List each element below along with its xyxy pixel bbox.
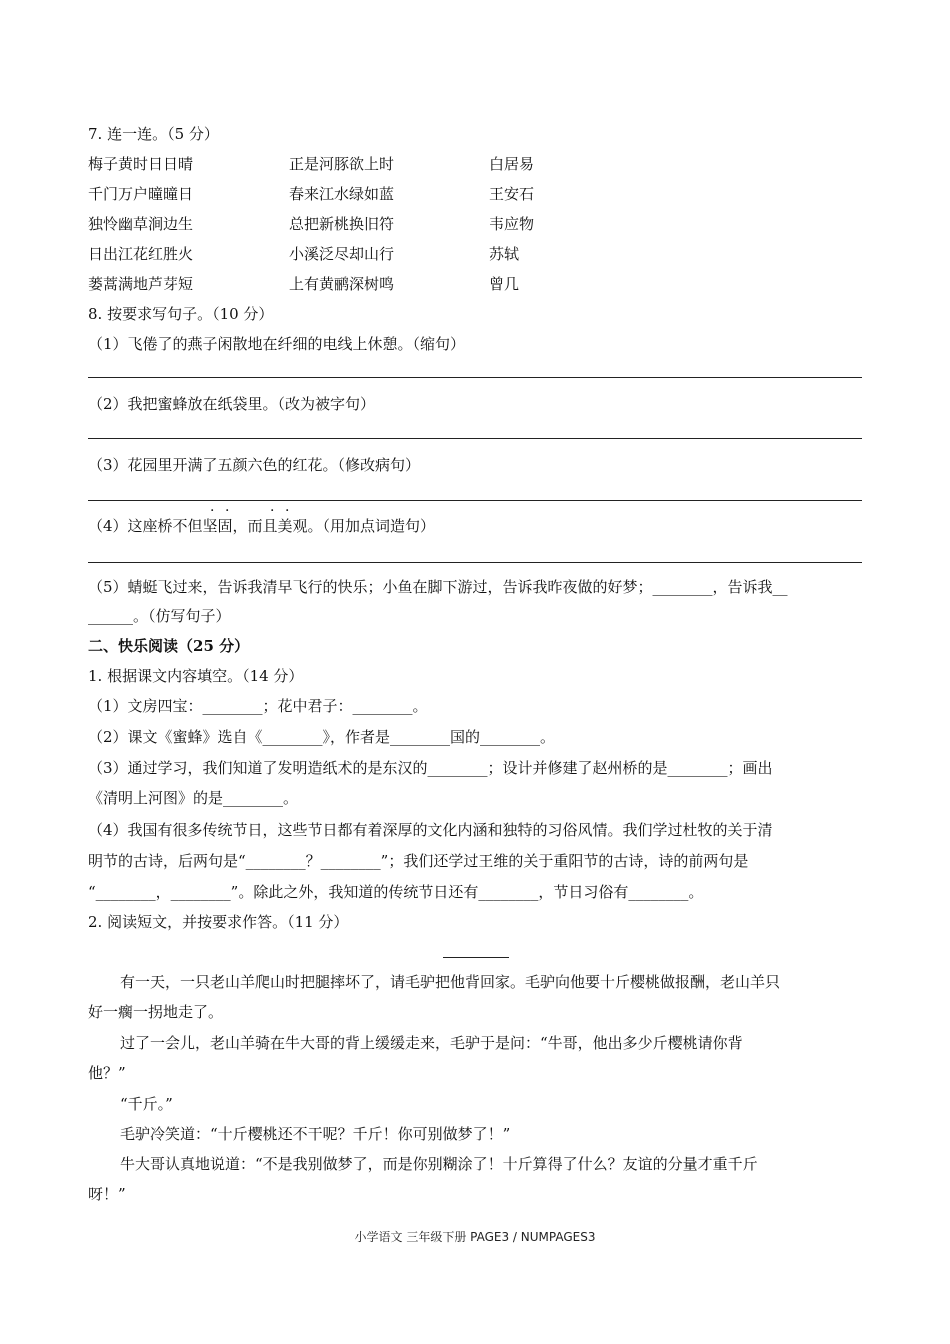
match-row	[0, 244, 950, 264]
match-row	[0, 274, 950, 294]
match-col2: 春来江水绿如蓝	[289, 185, 395, 203]
reading-q1-title: 1. 根据课文内容填空。（14 分）	[88, 667, 304, 685]
match-col2: 上有黄鹂深树鸣	[289, 275, 395, 293]
answer-line[interactable]	[88, 438, 862, 439]
q8-item-5-line2: ______。（仿写句子）	[88, 607, 231, 625]
passage-title-blank[interactable]	[443, 957, 509, 958]
passage-paragraph: 牛大哥认真地说道：“不是我别做梦了，而是你别糊涂了！十斤算得了什么？友谊的分量才重千斤	[120, 1155, 758, 1173]
emphasis-dot: ·	[210, 503, 215, 519]
match-col3: 白居易	[489, 155, 535, 173]
passage-paragraph: 好一瘸一拐地走了。	[88, 1003, 224, 1021]
passage-paragraph: 他？”	[88, 1064, 126, 1082]
q8-item-3: （3）花园里开满了五颜六色的红花。（修改病句）	[88, 456, 421, 474]
match-col1: 独怜幽草涧边生	[88, 215, 194, 233]
match-col3: 王安石	[489, 185, 535, 203]
emphasis-dot: ·	[285, 503, 290, 519]
page-footer: 小学语文 三年级下册 PAGE3 / NUMPAGES3	[354, 1230, 596, 1244]
q8-item-2: （2）我把蜜蜂放在纸袋里。（改为被字句）	[88, 395, 376, 413]
answer-line[interactable]	[88, 562, 862, 563]
match-row	[0, 214, 950, 234]
match-col1: 蒌蒿满地芦芽短	[88, 275, 194, 293]
reading-q1-line: “________，________”。除此之外，我知道的传统节日还有________，节日习俗有________。	[88, 883, 704, 901]
emphasis-dot: ·	[225, 503, 230, 519]
reading-q1-line: （2）课文《蜜蜂》选自《________》，作者是________国的________。	[88, 728, 556, 746]
emphasis-dot: ·	[270, 503, 275, 519]
match-col1: 千门万户曈曈日	[88, 185, 194, 203]
passage-paragraph: 呀！”	[88, 1185, 126, 1203]
answer-line[interactable]	[88, 500, 862, 501]
reading-q2-title: 2. 阅读短文，并按要求作答。（11 分）	[88, 913, 349, 931]
match-col3: 韦应物	[489, 215, 535, 233]
match-col1: 日出江花红胜火	[88, 245, 194, 263]
q8-item-4: （4）这座桥不但坚固，而且美观。（用加点词造句）	[88, 517, 436, 535]
match-col1: 梅子黄时日日晴	[88, 155, 194, 173]
match-col2: 正是河豚欲上时	[289, 155, 395, 173]
match-col2: 总把新桃换旧符	[289, 215, 395, 233]
passage-paragraph: 毛驴冷笑道：“十斤樱桃还不干呢？千斤！你可别做梦了！”	[120, 1125, 511, 1143]
passage-paragraph: 过了一会儿，老山羊骑在牛大哥的背上缓缓走来，毛驴于是问：“牛哥，他出多少斤樱桃请你背	[120, 1034, 743, 1052]
section-2-heading: 二、快乐阅读（25 分）	[88, 637, 250, 655]
passage-paragraph: 有一天，一只老山羊爬山时把腿摔坏了，请毛驴把他背回家。毛驴向他要十斤樱桃做报酬，老山羊只	[120, 973, 781, 991]
match-col3: 苏轼	[489, 245, 520, 263]
reading-q1-line: （4）我国有很多传统节日，这些节日都有着深厚的文化内涵和独特的习俗风情。我们学过杜牧的关于清	[88, 821, 773, 839]
reading-q1-line: （3）通过学习，我们知道了发明造纸术的是东汉的________；设计并修建了赵州桥的是________；画出	[88, 759, 773, 777]
reading-q1-line: （1）文房四宝：________；花中君子：________。	[88, 697, 428, 715]
question-8-title: 8. 按要求写句子。（10 分）	[88, 305, 274, 323]
reading-q1-line: 《清明上河图》的是________。	[88, 789, 299, 807]
answer-line[interactable]	[88, 377, 862, 378]
reading-q1-line: 明节的古诗，后两句是“________？________”；我们还学过王维的关于重阳节的古诗，诗的前两句是	[88, 852, 749, 870]
match-row	[0, 154, 950, 174]
q8-item-1: （1）飞倦了的燕子闲散地在纤细的电线上休憩。（缩句）	[88, 335, 466, 353]
match-col3: 曾几	[489, 275, 520, 293]
match-row	[0, 184, 950, 204]
question-7-title: 7. 连一连。（5 分）	[88, 125, 219, 143]
passage-paragraph: “千斤。”	[120, 1095, 173, 1113]
match-col2: 小溪泛尽却山行	[289, 245, 395, 263]
q8-item-5-line1: （5）蜻蜓飞过来，告诉我清早飞行的快乐；小鱼在脚下游过，告诉我昨夜做的好梦；________，告诉我__	[88, 578, 788, 596]
